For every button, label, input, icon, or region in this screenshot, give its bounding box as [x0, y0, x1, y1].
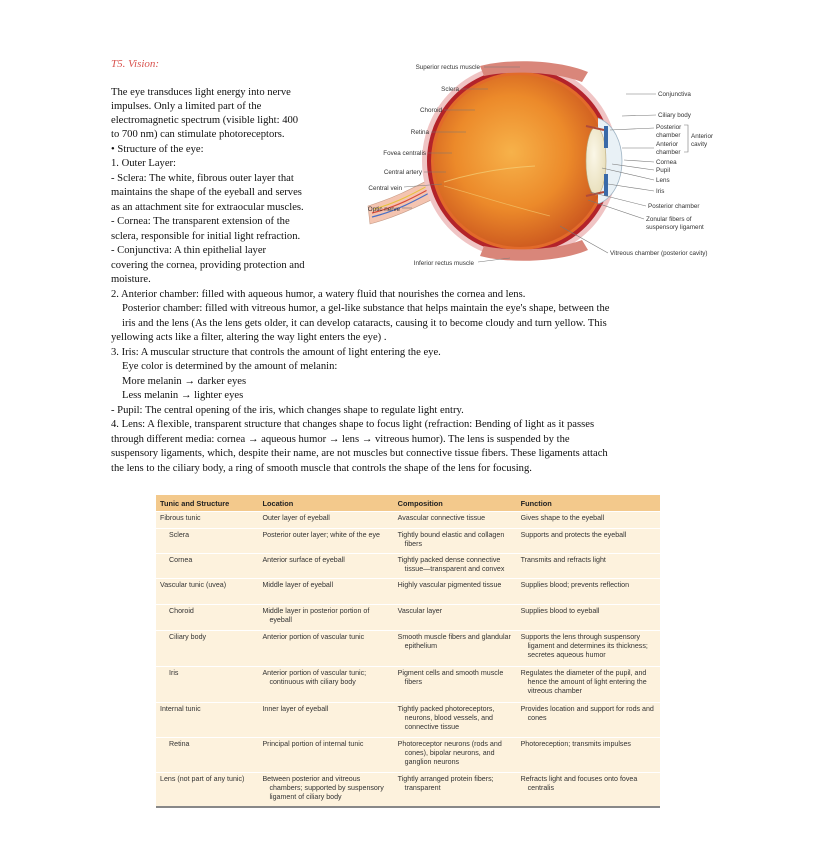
structure-cell: Choroid	[156, 605, 258, 631]
label-central-vein: Central vein	[368, 185, 402, 192]
tunic-structure-table	[156, 495, 660, 808]
composition-cell: Vascular layer	[394, 605, 517, 631]
column-header: Tunic and Structure	[156, 495, 258, 512]
structure-cell: Sclera	[156, 529, 258, 554]
function-cell: Refracts light and focuses onto fovea centralis	[517, 773, 660, 808]
text-line: maintains the shape of the eyeball and serves	[111, 187, 302, 198]
label-posterior-chamber-2: chamber	[656, 132, 681, 139]
function-cell: Supports the lens through suspensory ligament and determines its thickness; secretes aqueous humor	[517, 631, 660, 667]
function-cell: Supplies blood to eyeball	[517, 605, 660, 631]
column-header: Function	[517, 495, 660, 512]
table-row	[156, 703, 660, 738]
location-cell: Anterior portion of vascular tunic; continuous with ciliary body	[258, 667, 393, 703]
location-cell: Between posterior and vitreous chambers; supported by suspensory ligament of ciliary body	[258, 773, 393, 808]
function-cell: Supplies blood; prevents reflection	[517, 579, 660, 605]
text-line: - Conjunctiva: A thin epithelial layer	[111, 245, 267, 256]
structure-cell: Fibrous tunic	[156, 512, 258, 529]
label-superior-rectus: Superior rectus muscle	[415, 64, 480, 71]
vitreous-shape	[434, 75, 606, 247]
table-row	[156, 554, 660, 579]
label-vitreous-chamber: Vitreous chamber (posterior cavity)	[610, 250, 708, 257]
function-cell: Regulates the diameter of the pupil, and hence the amount of light entering the vitreous chamber	[517, 667, 660, 703]
function-cell: Gives shape to the eyeball	[517, 512, 660, 529]
function-cell: Photoreception; transmits impulses	[517, 738, 660, 773]
location-cell: Anterior portion of vascular tunic	[258, 631, 393, 667]
label-cornea: Cornea	[656, 159, 677, 166]
table-row	[156, 667, 660, 703]
structure-cell: Retina	[156, 738, 258, 773]
text-line: through different media: cornea → aqueous humor → lens → vitreous humor). The lens is suspended by the	[111, 434, 570, 445]
label-anterior-chamber: Anterior	[656, 141, 679, 148]
label-sclera: Sclera	[441, 86, 459, 93]
text-line: More melanin → darker eyes	[122, 376, 247, 387]
label-pupil: Pupil	[656, 167, 671, 174]
text-line: as an attachment site for extraocular muscles.	[111, 202, 304, 213]
location-cell: Principal portion of internal tunic	[258, 738, 393, 773]
page-heading: T5. Vision:	[111, 58, 160, 70]
text-line: the lens to the ciliary body, a ring of smooth muscle that controls the shape of the lens for focusing.	[111, 463, 532, 474]
composition-cell: Tightly bound elastic and collagen fibers	[394, 529, 517, 554]
label-lens: Lens	[656, 177, 670, 184]
text-line: covering the cornea, providing protection and	[111, 260, 305, 271]
text-line: Less melanin → lighter eyes	[122, 390, 244, 401]
label-iris: Iris	[656, 188, 665, 195]
table-row	[156, 512, 660, 529]
column-header: Location	[258, 495, 393, 512]
iris-upper-shape	[604, 126, 608, 148]
label-conjunctiva: Conjunctiva	[658, 91, 691, 98]
text-line: 3. Iris: A muscular structure that controls the amount of light entering the eye.	[111, 347, 441, 358]
table-row	[156, 738, 660, 773]
location-cell: Middle layer in posterior portion of eyeball	[258, 605, 393, 631]
location-cell: Anterior surface of eyeball	[258, 554, 393, 579]
label-zonular-fibers-2: suspensory ligament	[646, 224, 704, 231]
text-line: electromagnetic spectrum (visible light: 400	[111, 115, 299, 126]
text-line: Eye color is determined by the amount of melanin:	[122, 361, 338, 372]
text-line: 1. Outer Layer:	[111, 158, 177, 169]
table-header-row	[156, 495, 660, 512]
text-line: 2. Anterior chamber: filled with aqueous humor, a watery fluid that nourishes the cornea and lens.	[111, 289, 526, 300]
table-row	[156, 605, 660, 631]
label-anterior-chamber-2: chamber	[656, 149, 681, 156]
composition-cell: Photoreceptor neurons (rods and cones), bipolar neurons, and ganglion neurons	[394, 738, 517, 773]
text-line: Posterior chamber: filled with vitreous humor, a gel-like substance that helps maintain the eye's shape, between the	[122, 303, 610, 314]
label-optic-nerve: Optic nerve	[367, 206, 400, 213]
label-central-artery: Central artery	[383, 169, 422, 176]
text-line: - Cornea: The transparent extension of the	[111, 216, 290, 227]
label-retina: Retina	[410, 129, 429, 136]
structure-cell: Iris	[156, 667, 258, 703]
structure-cell: Internal tunic	[156, 703, 258, 738]
composition-cell: Tightly packed photoreceptors, neurons, blood vessels, and connective tissue	[394, 703, 517, 738]
composition-cell: Smooth muscle fibers and glandular epithelium	[394, 631, 517, 667]
location-cell: Posterior outer layer; white of the eye	[258, 529, 393, 554]
label-anterior-cavity-2: cavity	[691, 141, 708, 148]
label-choroid: Choroid	[419, 107, 442, 114]
text-line: 4. Lens: A flexible, transparent structure that changes shape to focus light (refraction: Bending of light as it passes	[111, 419, 595, 430]
composition-cell: Tightly arranged protein fibers; transparent	[394, 773, 517, 808]
label-posterior-chamber-lower: Posterior chamber	[648, 203, 700, 210]
function-cell: Transmits and refracts light	[517, 554, 660, 579]
text-line: • Structure of the eye:	[111, 144, 204, 155]
table-row	[156, 631, 660, 667]
structure-cell: Vascular tunic (uvea)	[156, 579, 258, 605]
function-cell: Provides location and support for rods and cones	[517, 703, 660, 738]
text-line: - Sclera: The white, fibrous outer layer that	[111, 173, 294, 184]
table-row	[156, 529, 660, 554]
location-cell: Middle layer of eyeball	[258, 579, 393, 605]
composition-cell: Pigment cells and smooth muscle fibers	[394, 667, 517, 703]
text-line: iris and the lens (As the lens gets older, it can develop cataracts, causing it to become cloudy and turn yellow. This	[122, 318, 607, 329]
text-line: suspensory ligaments, which, despite their name, are not muscles but connective tissue fibers. These ligaments attach	[111, 448, 608, 459]
label-zonular-fibers: Zonular fibers of	[646, 216, 692, 223]
table-row	[156, 773, 660, 808]
structure-cell: Ciliary body	[156, 631, 258, 667]
table-row	[156, 579, 660, 605]
text-line: to 700 nm) can stimulate photoreceptors.	[111, 129, 285, 140]
text-line: - Pupil: The central opening of the iris, which changes shape to regulate light entry.	[111, 405, 464, 416]
composition-cell: Avascular connective tissue	[394, 512, 517, 529]
structure-cell: Lens (not part of any tunic)	[156, 773, 258, 808]
text-line: sclera, responsible for initial light refraction.	[111, 231, 301, 242]
structure-cell: Cornea	[156, 554, 258, 579]
label-ciliary-body: Ciliary body	[658, 112, 691, 119]
location-cell: Inner layer of eyeball	[258, 703, 393, 738]
composition-cell: Tightly packed dense connective tissue—transparent and convex	[394, 554, 517, 579]
iris-lower-shape	[604, 174, 608, 196]
location-cell: Outer layer of eyeball	[258, 512, 393, 529]
column-header: Composition	[394, 495, 517, 512]
text-line: The eye transduces light energy into nerve	[111, 87, 291, 98]
composition-cell: Highly vascular pigmented tissue	[394, 579, 517, 605]
label-anterior-cavity: Anterior	[691, 133, 714, 140]
lens-shape	[586, 127, 606, 195]
label-posterior-chamber: Posterior	[656, 124, 682, 131]
label-inferior-rectus: Inferior rectus muscle	[413, 260, 474, 267]
label-fovea: Fovea centralis	[383, 150, 426, 157]
text-line: yellowing acts like a filter, altering the way light enters the eye) .	[111, 332, 387, 343]
text-line: impulses. Only a limited part of the	[111, 101, 262, 112]
eye-anatomy-figure	[360, 56, 728, 270]
function-cell: Supports and protects the eyeball	[517, 529, 660, 554]
text-line: moisture.	[111, 274, 151, 285]
